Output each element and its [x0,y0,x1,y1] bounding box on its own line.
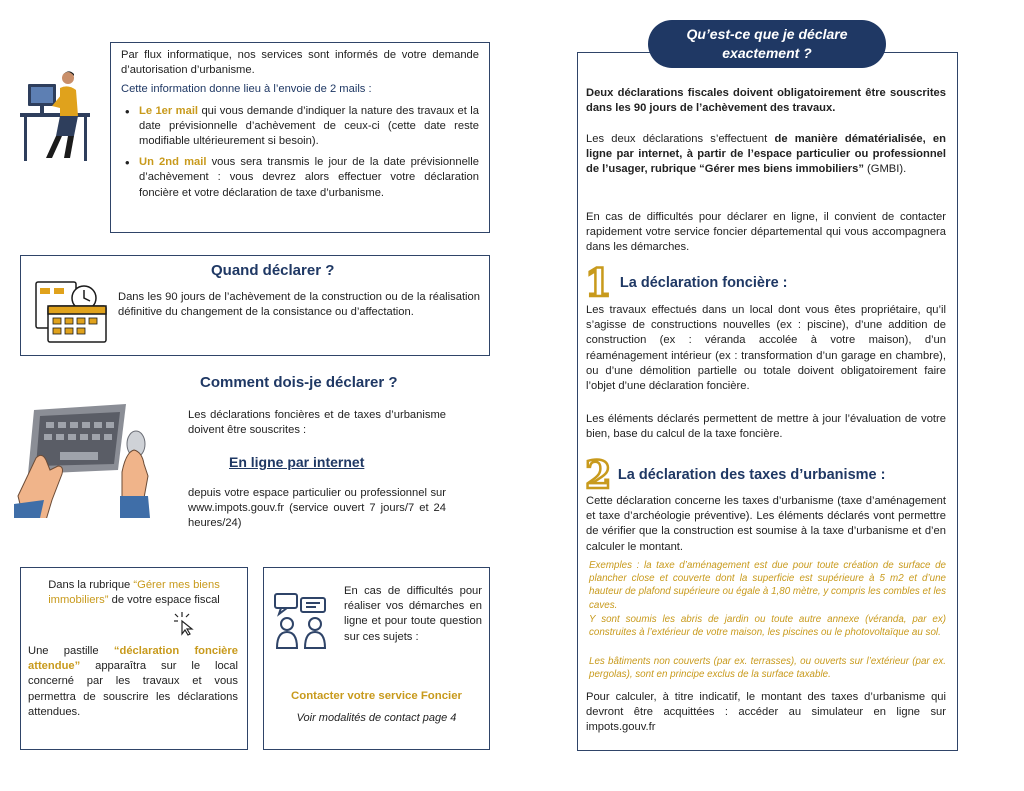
contact-text: En cas de difficultés pour réaliser vos démarches en ligne et pour toute question sur ces sujets : [344,585,482,643]
quand-text: Dans les 90 jours de l’achèvement de la construction ou de la réalisation définitive du changement de la consistance ou d’affectation. [118,291,480,319]
flux-intro: Par flux informatique, nos services sont informés de votre demande d’autorisation d’urbanisme. [121,49,479,77]
people-chat-icon [271,590,335,654]
section2-example2: Y sont soumis les abris de jardin ou toute autre annexe (véranda, par ex) construites à l’extérieur de votre maison, les piscines ou le photovoltaïque au sol. [589,614,946,639]
rubrique-box [20,567,248,750]
comment-text1: Les déclarations foncières et de taxes d’urbanisme doivent être souscrites : [188,409,446,437]
quand-title: Quand déclarer ? [211,262,335,279]
section1-heading [585,260,788,305]
comment-title: Comment dois-je déclarer ? [200,374,398,391]
right-intro: Deux déclarations fiscales doivent obligatoirement être souscrites dans les 90 jours de l’achèvement des travaux. [586,87,946,115]
section2-p2: Pour calculer, à titre indicatif, le montant des taxes d’urbanisme qui devront être acquittées : accéder au simulateur en ligne sur impots.gouv.fr [586,691,946,734]
calendar-clock-icon [34,276,110,346]
mail-list-item: • Un 2nd mail vous sera transmis le jour de la date prévisionnelle d’achèvement : vous devrez alors effectuer votre déclaration foncière et votre déclaration de taxe d’urbanisme. [121,155,479,201]
pastille-text: Une pastille “déclaration foncière attendue” apparaîtra sur le local concerné par les travaux et vous permettra de souscrire les déclarations attendues. [28,645,238,718]
online-label: En ligne par internet [229,454,365,470]
section2-example1: Exemples : la taxe d’aménagement est due pour toute création de surface de plancher close et couverte dont la superficie est supérieure à 5 m2 et d’une hauteur de plafond supérieure ou égale à 1,80 mètre, y compris les combles et les caves. [589,560,946,611]
contact-note: Voir modalités de contact page 4 [296,712,457,724]
section1-p2: Les éléments déclarés permettent de mettre à jour l’évaluation de votre bien, base du calcul de la taxe foncière. [586,413,946,441]
section2-title: La déclaration des taxes d’urbanisme : [617,467,886,483]
section1-title: La déclaration foncière : [619,275,788,291]
section1-p1: Les travaux effectués dans un local dont vous êtes propriétaire, qu’il s’agisse de constructions nouvelles (ex : piscine), d’une addition de construction (ex : véranda accolée à votre maison), d’un réaménagement intérieur (ex : transformation d’un garage en chambre), ou d’une démolition partielle ou totale doivent obligatoirement faire l’objet d’une déclaration foncière. [586,304,946,393]
section2-example3: Les bâtiments non couverts (par ex. terrasses), ou ouverts sur l’extérieur (par ex. pergolas), sont en principe exclus de la surface taxable. [589,656,946,681]
flux-info-box [110,42,490,233]
number-two-icon: 2 [585,452,612,497]
mails-line: Cette information donne lieu à l’envoie de 2 mails : [121,83,372,96]
desk-worker-icon [18,70,98,162]
contact-cta[interactable]: Contacter votre service Foncier [291,690,462,702]
section2-heading [585,452,886,497]
right-para3: En cas de difficultés pour déclarer en ligne, il convient de contacter rapidement votre service foncier départemental qui vous accompagnera dans les démarches. [586,211,946,254]
cursor-click-icon [171,610,197,636]
mail-list-item: • Le 1er mail qui vous demande d’indiquer la nature des travaux et la date prévisionnelle d’achèvement de ceux-ci (cette date reste modifiable ultérieurement si besoin). [121,104,479,150]
comment-text2: depuis votre espace particulier ou professionnel sur www.impots.gouv.fr (service ouvert 7 jours/7 et 24 heures/24) [188,487,446,530]
contact-box [263,567,490,750]
mail-list [121,104,479,201]
right-para2: Les deux déclarations s’effectuent de manière dématérialisée, en ligne par internet, à partir de l’espace particulier ou professionnel de l’usager, rubrique “Gérer mes biens immobiliers” (GMBI). [586,133,946,176]
right-header-pill [648,20,886,68]
rubrique-line: Dans la rubrique “Gérer mes biens immobiliers” de votre espace fiscal [48,579,220,607]
section2-p1: Cette déclaration concerne les taxes d’urbanisme (taxe d’aménagement et taxe d’archéologie préventive). Les éléments déclarés vont permettre de vérifier que la construction est soumise à la taxe d’urbanisme et d’en calculer le montant. [586,495,946,553]
right-header: Qu’est-ce que je déclare exactement ? [686,26,848,61]
laptop-mouse-icon [14,400,164,518]
number-one-icon: 1 [585,260,612,305]
